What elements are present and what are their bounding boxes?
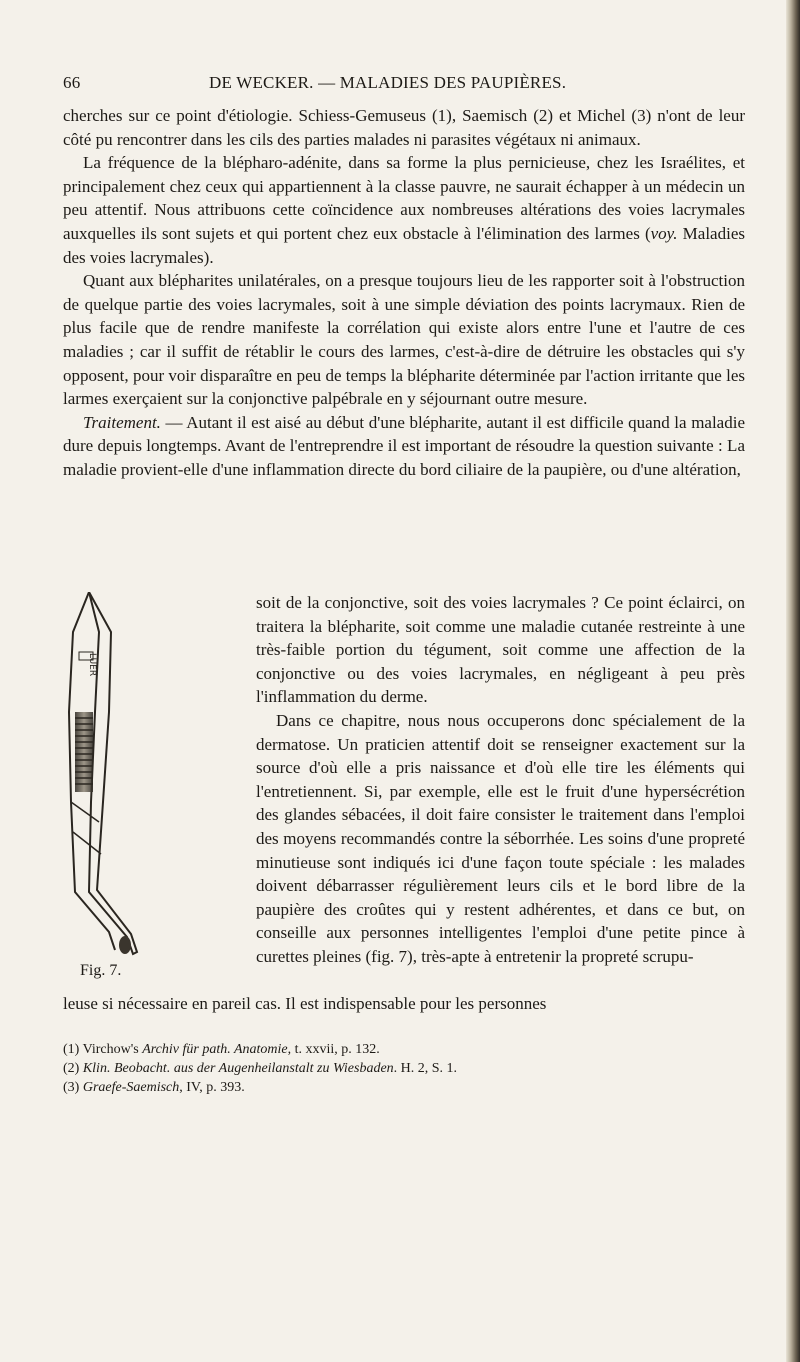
paragraph-2-text: La fréquence de la blépharo-adénite, dans sa forme la plus pernicieuse, chez les Israélites, et principalement chez ceux qui appartiennent à la classe pauvre, ne saurait échapper à un médecin un peu attentif. Nous attribuons cette coïncidence aux nombreuses altérations des voies lacrymales auxquelles ils sont sujets et qui portent chez eux obstacle à l'élimination des larmes [63, 153, 745, 243]
footnote-rest: . H. 2, S. 1. [393, 1061, 458, 1076]
footnote-rest: , t. xxvii, p. 132. [287, 1042, 380, 1057]
footnote-2 [63, 1059, 745, 1078]
curette-forceps-illustration [65, 592, 185, 957]
paragraph-3: Quant aux blépharites unilatérales, on a presque toujours lieu de les rapporter soit à l'obstruction de quelque partie des voies lacrymales, soit à une simple déviation des points lacrymaux. Rien de plus facile que de rendre manifeste la corrélation qui existe alors entre l'une et l'autre de ces maladies ; car il suffit de rétablir le cours des larmes, c'est-à-dire de détruire les obstacles qui s'y opposent, pour voir disparaître en peu de temps la blépharite déterminée par l'action irritante que les larmes exerçaient sur la conjonctive palpébrale en y séjournant outre mesure. [63, 271, 745, 409]
footnote-work: Graefe-Saemisch [82, 1080, 180, 1095]
paragraph-2-ref-rest: Maladies des voies lacrymales). [63, 223, 745, 267]
paragraph-5: Dans ce chapitre, nous nous occuperons donc spécialement de la dermatose. Un praticien attentif doit se renseigner exactement sur la source d'où elle a pris naissance et d'où elle tire les éléments qui l'entretiennent. Si, par exemple, elle est le fruit d'une hypersécrétion des glandes sébacées, il doit faire consister le traitement dans l'emploi des moyens recommandés contre la séborrhée. Les soins d'une propreté minutieuse sont indiqués ici d'une façon toute spéciale : les malades doivent débarrasser régulièrement leurs cils et le bord libre de la paupière des croûtes qui y restent adhérentes, et dans ce but, on conseille aux personnes intelligentes l'emploi d'une petite pince à curettes pleines (fig. 7), très-apte à entretenir la propreté scrupu- [256, 710, 745, 966]
paragraph-2-ref: voy. [650, 223, 678, 243]
paragraph-5-tail: leuse si nécessaire en pareil cas. Il est indispensable pour les personnes [63, 994, 547, 1013]
figure-caption: Fig. 7. [80, 962, 122, 979]
paragraph-4-continuation: soit de la conjonctive, soit des voies lacrymales ? Ce point éclairci, on traitera la blépharite, soit comme une maladie cutanée restreinte à une très-faible portion du tégument, soit comme une affection de la conjonctive ou des voies lacrymales, en négligeant à peu près l'inflammation du derme. [256, 593, 745, 707]
footnote-rest: , IV, p. 393. [179, 1080, 245, 1095]
footnote-mark: (3) [63, 1080, 80, 1095]
footnote-1 [63, 1040, 745, 1059]
page-binding-edge [786, 0, 800, 1362]
wrapped-text-column [256, 591, 745, 969]
maker-mark: LUER [87, 653, 97, 677]
running-title: DE WECKER. — MALADIES DES PAUPIÈRES. [209, 73, 567, 92]
footnote-work: Klin. Beobacht. aus der Augenheilanstalt zu Wiesbaden [82, 1061, 394, 1076]
paragraph-4 [63, 411, 745, 482]
section-heading-traitement: Traitement. [83, 412, 161, 432]
footnote-mark: (2) [63, 1061, 80, 1076]
page-number: 66 [63, 73, 81, 92]
paragraph-4-text: — Autant il est aisé au début d'une blépharite, autant il est difficile quand la maladie dure depuis longtemps. Avant de l'entreprendre il est important de résoudre la question suivante : La maladie provient-elle d'une inflammation directe du bord ciliaire de la paupière, ou d'une altération, [63, 412, 745, 479]
running-header [63, 73, 743, 97]
footnote-work: Archiv für path. Anatomie [142, 1042, 288, 1057]
paragraph-1: cherches sur ce point d'étiologie. Schiess-Gemuseus (1), Saemisch (2) et Michel (3) n'ont de leur côté pu rencontrer dans les cils des parties malades ni parasites végétaux ni animaux. [63, 106, 745, 149]
main-text [63, 104, 745, 482]
footnotes [63, 1040, 745, 1097]
figure-7 [63, 592, 239, 992]
footnote-3 [63, 1078, 745, 1097]
footnote-mark: (1) [63, 1042, 80, 1057]
footnote-author: Virchow's [82, 1042, 143, 1057]
paragraph-2: La fréquence de la blépharo-adénite, dans sa forme la plus pernicieuse, chez les Israélites, et principalement chez ceux qui appartiennent à la classe pauvre, ne saurait échapper à un médecin un peu attentif. Nous attribuons cette coïncidence aux nombreuses altérations des voies lacrymales auxquelles ils sont sujets et qui portent chez eux obstacle à l'élimination des larmes (voy. Maladies des voies lacrymales). [63, 153, 745, 267]
